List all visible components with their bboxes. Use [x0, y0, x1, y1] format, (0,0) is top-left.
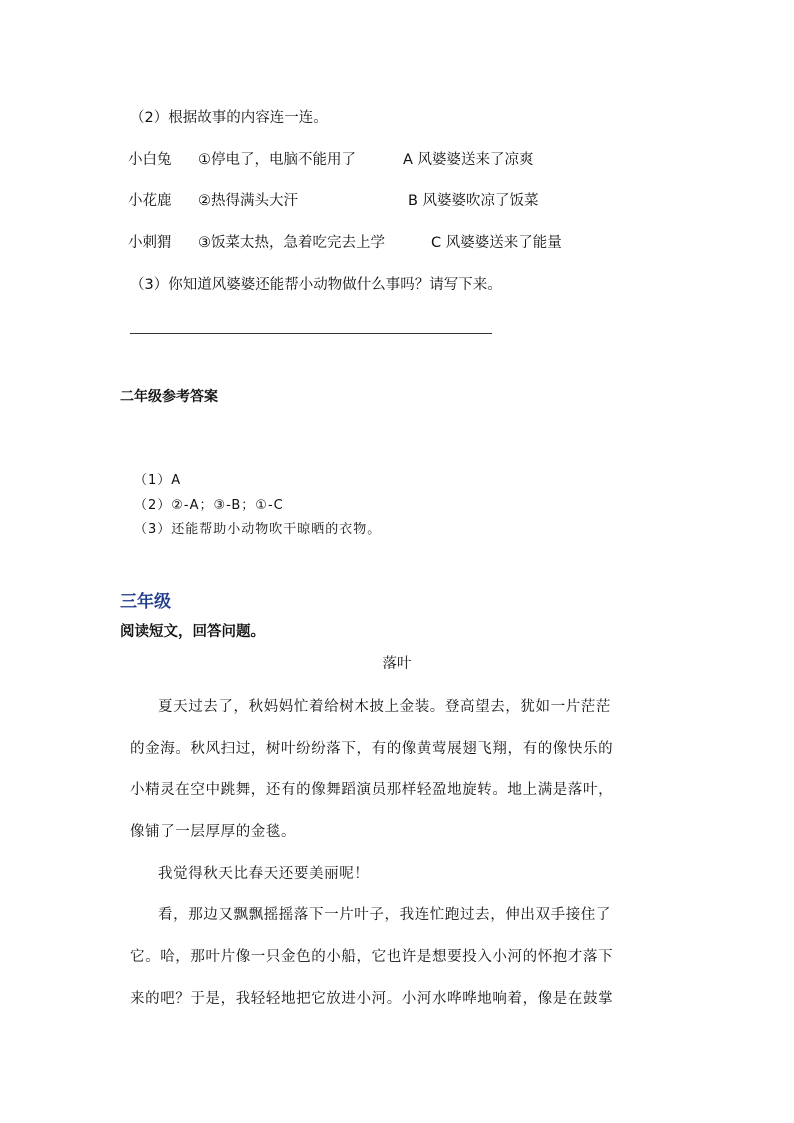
story-line: 来的吧？于是，我轻轻地把它放进小河。小河水哗哗地响着，像是在鼓掌 — [130, 991, 614, 1007]
story-line: 看，那边又飘飘摇摇落下一片叶子，我连忙跑过去，伸出双手接住了 — [158, 907, 611, 923]
question-2-prompt: （2）根据故事的内容连一连。 — [130, 110, 328, 126]
match-result: A 风婆婆送来了凉爽 — [403, 152, 534, 168]
match-animal: 小花鹿 — [128, 193, 172, 209]
match-animal: 小白兔 — [128, 152, 172, 168]
match-event: ③饭菜太热，急着吃完去上学 — [198, 235, 385, 251]
story-title: 落叶 — [382, 656, 412, 672]
story-line: 的金海。秋风扫过，树叶纷纷落下，有的像黄莺展翅飞翔，有的像快乐的 — [130, 741, 614, 757]
match-event: ②热得满头大汗 — [198, 193, 298, 209]
story-line: 像铺了一层厚厚的金毯。 — [130, 824, 297, 840]
answer-blank-line — [130, 333, 492, 334]
match-animal: 小刺猬 — [128, 235, 172, 251]
story-line: 我觉得秋天比春天还要美丽呢！ — [158, 866, 370, 882]
grade2-answers-heading: 二年级参考答案 — [120, 389, 218, 405]
story-line: 它。哈，那叶片像一只金色的小船，它也许是想要投入小河的怀抱才落下 — [130, 949, 614, 965]
story-line: 夏天过去了，秋妈妈忙着给树木披上金装。登高望去，犹如一片茫茫 — [158, 699, 611, 715]
grade3-instruction: 阅读短文，回答问题。 — [120, 624, 265, 640]
question-3-prompt: （3）你知道风婆婆还能帮小动物做什么事吗？请写下来。 — [130, 277, 502, 293]
match-result: B 风婆婆吹凉了饭菜 — [408, 193, 539, 209]
answer-item: （1）A — [134, 473, 182, 488]
grade3-heading: 三年级 — [120, 592, 171, 612]
match-event: ①停电了，电脑不能用了 — [198, 152, 356, 168]
answer-item: （2）②-A；③-B；①-C — [134, 498, 284, 513]
story-line: 小精灵在空中跳舞，还有的像舞蹈演员那样轻盈地旋转。地上满是落叶， — [130, 782, 614, 798]
answer-item: （3）还能帮助小动物吹干晾晒的衣物。 — [134, 522, 382, 537]
match-result: C 风婆婆送来了能量 — [431, 235, 562, 251]
